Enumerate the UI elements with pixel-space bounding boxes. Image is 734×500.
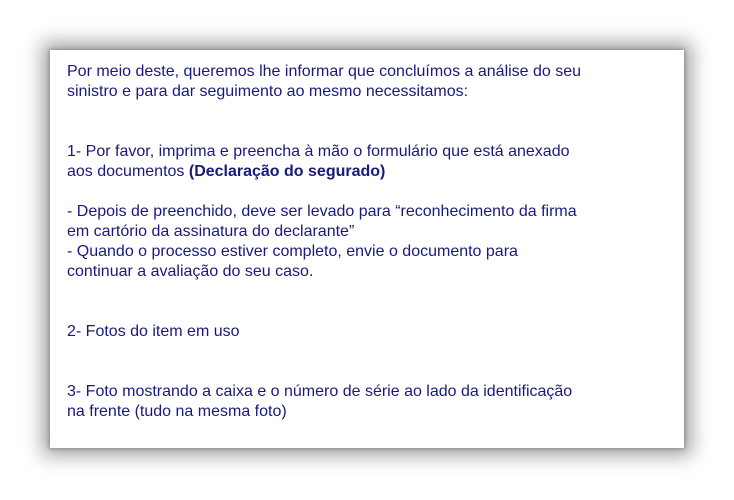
item-3-paragraph [67,382,667,422]
intro-line-1: Por meio deste, queremos lhe informar que concluímos a análise do seu [67,63,582,80]
notes-paragraph [67,202,667,282]
note-1-line-1: - Depois de preenchido, deve ser levado para “reconhecimento da firma [67,203,577,220]
spacer [67,282,667,322]
item-1-line-2-prefix: aos documentos [67,163,189,180]
item-3-line-1: 3- Foto mostrando a caixa e o número de série ao lado da identificação [67,383,573,400]
intro-paragraph [67,62,667,102]
item-3-line-2: na frente (tudo na mesma foto) [67,403,287,420]
spacer [67,182,667,202]
item-1-line-1: 1- Por favor, imprima e preencha à mão o formulário que está anexado [67,143,570,160]
document-body [67,62,667,422]
note-2-line-2: continuar a avaliação do seu caso. [67,263,314,280]
item-1-paragraph [67,142,667,182]
declaration-title: (Declaração do segurado) [188,163,386,180]
item-2-text: 2- Fotos do item em uso [67,323,240,340]
note-1-line-2: em cartório da assinatura do declarante” [67,223,355,240]
spacer [67,342,667,382]
document-card [50,50,684,448]
note-2-line-1: - Quando o processo estiver completo, envie o documento para [67,243,518,260]
spacer [67,102,667,142]
item-2-paragraph [67,322,667,342]
intro-line-2: sinistro e para dar seguimento ao mesmo necessitamos: [67,83,469,100]
